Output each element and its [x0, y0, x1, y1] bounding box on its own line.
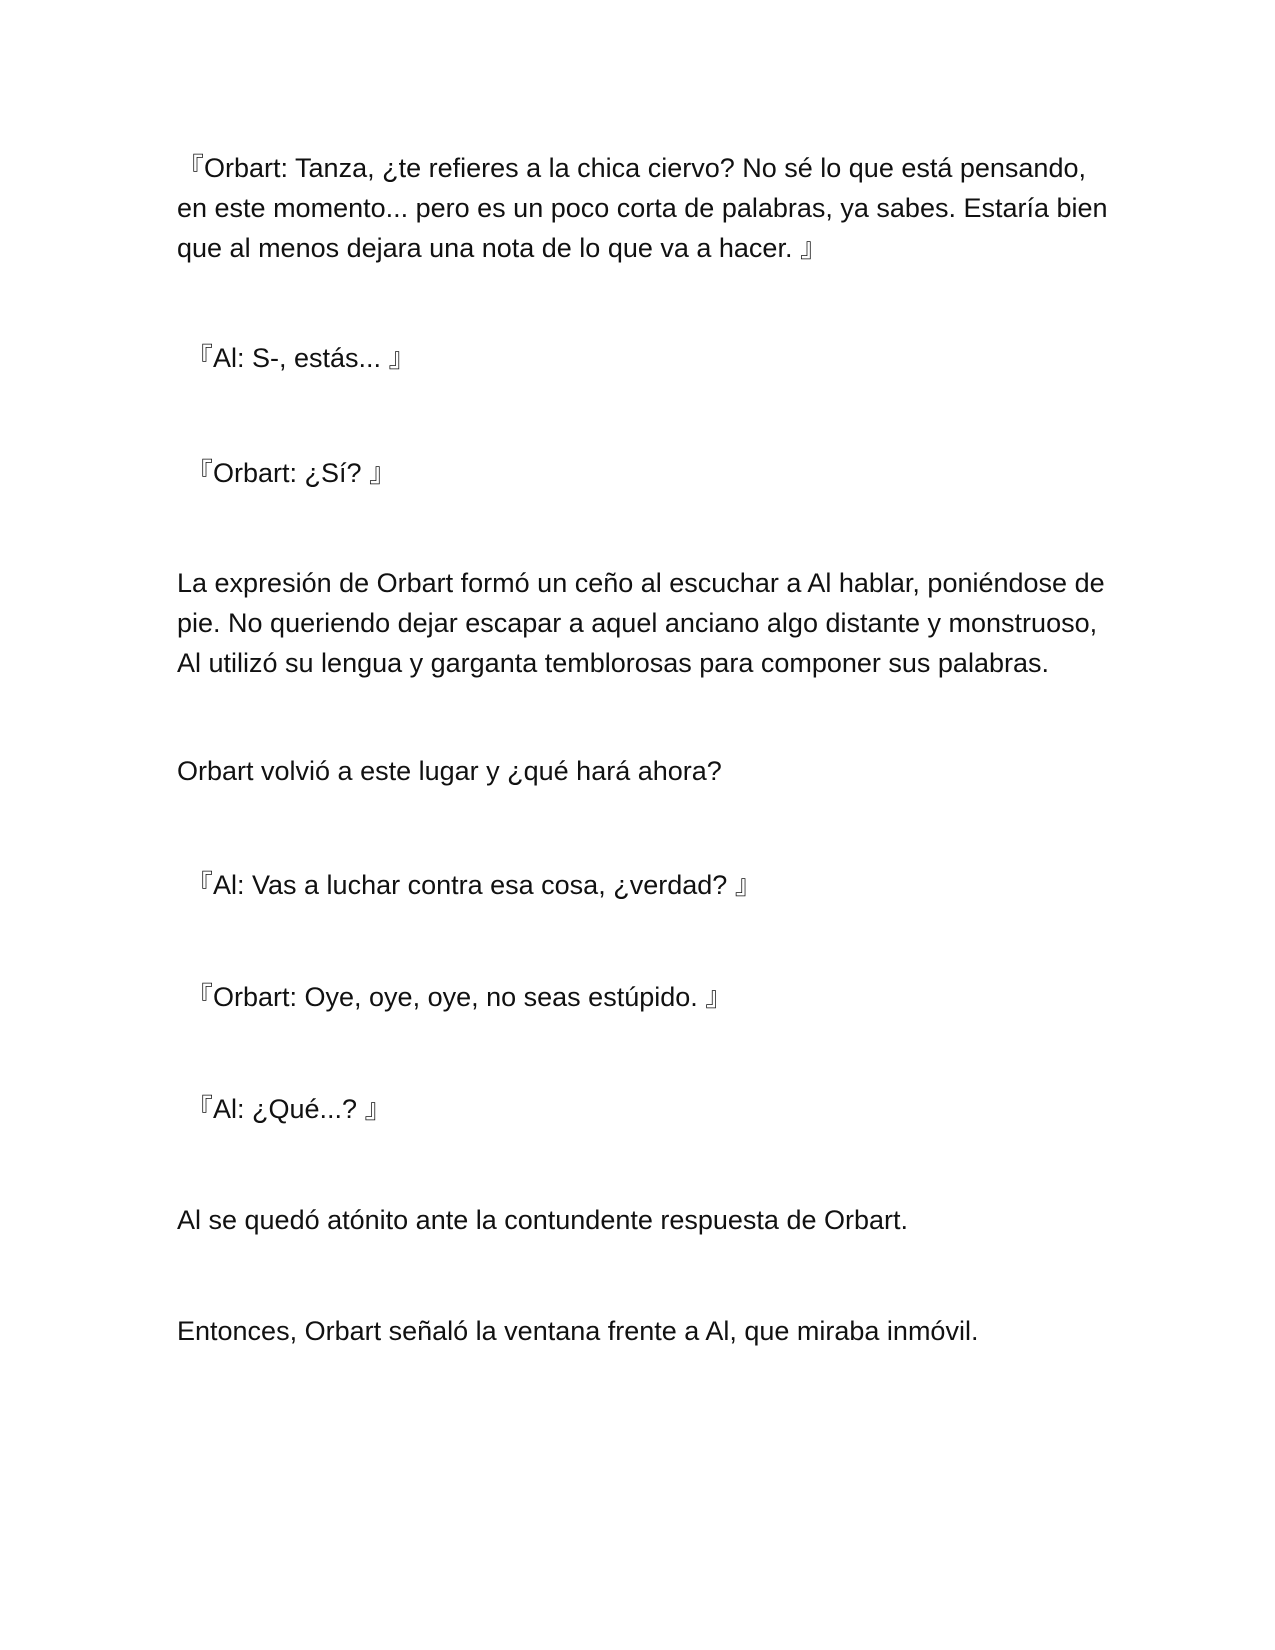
paragraph-al-estas: 『Al: S-, estás... 』 — [186, 343, 416, 373]
paragraph-orbart-volvio: Orbart volvió a este lugar y ¿qué hará ahora? — [177, 756, 722, 786]
paragraph-al-atonito: Al se quedó atónito ante la contundente respuesta de Orbart. — [177, 1205, 909, 1235]
paragraph-al-luchar: 『Al: Vas a luchar contra esa cosa, ¿verdad? 』 — [186, 870, 762, 900]
paragraph-orbart-ventana: Entonces, Orbart señaló la ventana frente a Al, que miraba inmóvil. — [177, 1316, 979, 1346]
paragraph-al-que: 『Al: ¿Qué...? 』 — [186, 1094, 392, 1124]
paragraph-expresion-orbart: La expresión de Orbart formó un ceño al escuchar a Al hablar, poniéndose de pie. No queriendo dejar escapar a aquel anciano algo distante y monstruoso, Al utilizó su lengua y garganta temblorosas para componer sus palabras. — [177, 568, 1105, 678]
paragraph-orbart-oye: 『Orbart: Oye, oye, oye, no seas estúpido. 』 — [186, 982, 733, 1012]
paragraph-orbart-si: 『Orbart: ¿Sí? 』 — [186, 458, 397, 488]
paragraph-orbart-tanza: 『Orbart: Tanza, ¿te refieres a la chica ciervo? No sé lo que está pensando, en este momento... pero es un poco corta de palabras, ya sabes. Estaría bien que al menos dejara una nota de lo que va a hacer. 』 — [177, 153, 1108, 263]
